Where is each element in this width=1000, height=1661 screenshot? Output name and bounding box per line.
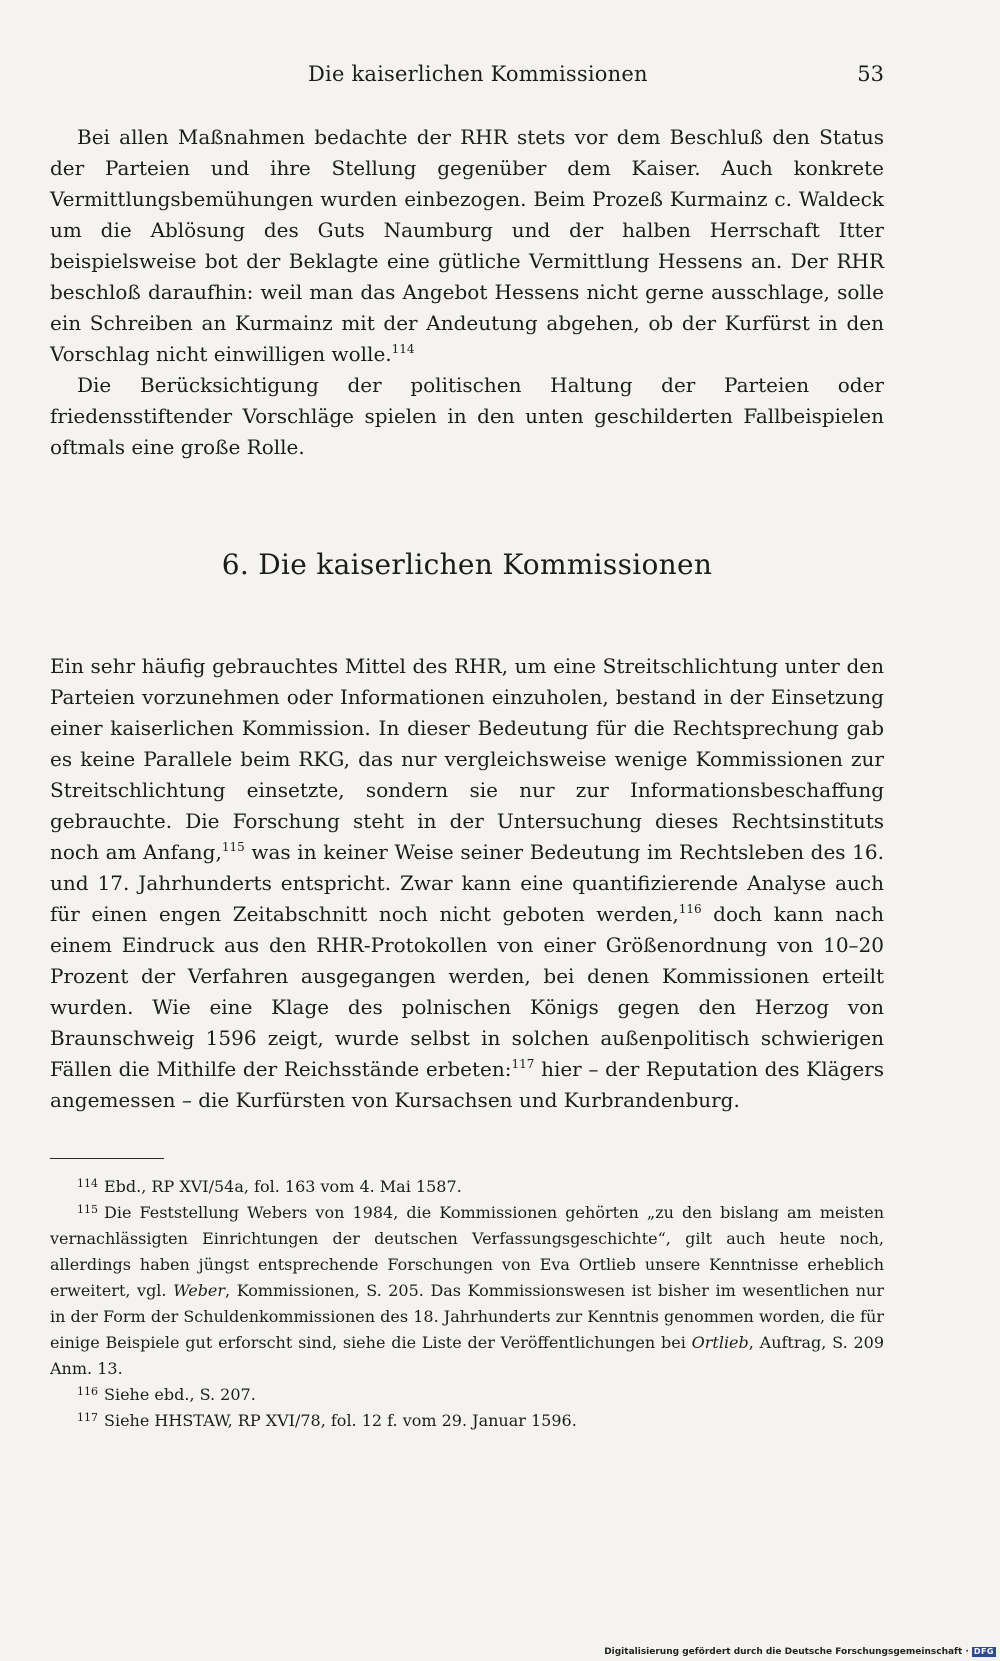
- footnote-ref-114[interactable]: 114: [391, 342, 415, 356]
- running-head: [50, 62, 884, 92]
- footnote-divider: [50, 1158, 164, 1159]
- footnote-text: , Kommissionen, S. 205. Das Kommissionswesen ist bisher im wesentlichen nur in der Form der Schuldenkommissionen des 18. Jahrhunderts zur Kenntnis genommen worden, die für einige Beispiele gut erforscht sind, siehe die Liste der Veröffentlichungen bei: [50, 1281, 884, 1352]
- footnote-115: [50, 1200, 884, 1382]
- paragraph-3-part-3: doch kann nach einem Eindruck aus den RHR-Protokollen von einer Größenordnung von 10–20 Prozent der Verfahren ausgegangen werden, bei denen Kommissionen erteilt wurden. Wie eine Klage des polnischen Königs gegen den Herzog von Braunschweig 1596 zeigt, wurde selbst in solchen außenpolitisch schwierigen Fällen die Mithilfe der Reichsstände erbeten:: [50, 902, 884, 1081]
- footnote-author-weber: Weber: [173, 1281, 226, 1300]
- footnote-116: [50, 1382, 884, 1408]
- paragraph-3: [50, 651, 884, 1116]
- paragraph-1-text: Bei allen Maßnahmen bedachte der RHR stets vor dem Beschluß den Status der Parteien und ihre Stellung gegenüber dem Kaiser. Auch konkrete Vermittlungsbemühungen wurden einbezogen. Beim Prozeß Kurmainz c. Waldeck um die Ablösung des Guts Naumburg und der halben Herrschaft Itter beispielsweise bot der Beklagte eine gütliche Vermittlung Hessens an. Der RHR beschloß daraufhin: weil man das Angebot Hessens nicht gerne ausschlage, solle ein Schreiben an Kurmainz mit der Andeutung abgehen, ob der Kurfürst in den Vorschlag nicht einwilligen wolle.: [50, 125, 884, 366]
- footnote-ref-115[interactable]: 115: [221, 840, 245, 854]
- footnote-number: 117: [77, 1411, 98, 1424]
- footnote-number: 114: [77, 1177, 98, 1190]
- footnote-ref-117[interactable]: 117: [511, 1057, 535, 1071]
- dfg-logo: DFG: [973, 1647, 994, 1656]
- credit-text: Digitalisierung gefördert durch die Deutsche Forschungsgemeinschaft ·: [604, 1647, 969, 1657]
- footnote-author-ortlieb: Ortlieb: [691, 1333, 749, 1352]
- digitization-credit: [604, 1647, 996, 1657]
- footnotes: [50, 1174, 884, 1434]
- footnote-text: Die Feststellung Webers von 1984, die Kommissionen gehörten „zu den bislang am meisten vernachlässigten Einrichtungen der deutschen Verfassungsgeschichte“, gilt auch heute noch, allerdings haben jüngst entsprechende Forschungen von Eva Ortlieb unsere Kenntnisse erheblich erweitert, vgl.: [50, 1203, 884, 1300]
- footnote-number: 116: [77, 1385, 98, 1398]
- footnote-117: [50, 1408, 884, 1434]
- paragraph-3-part-4: hier – der Reputation des Klägers angemessen – die Kurfürsten von Kursachsen und Kurbrandenburg.: [50, 1057, 884, 1112]
- footnote-text: Ebd., RP XVI/54a, fol. 163 vom 4. Mai 1587.: [104, 1177, 462, 1196]
- paragraph-2: Die Berücksichtigung der politischen Haltung der Parteien oder friedensstiftender Vorschläge spielen in den unten geschilderten Fallbeispielen oftmals eine große Rolle.: [50, 373, 884, 459]
- footnote-114: [50, 1174, 884, 1200]
- section-title: Die kaiserlichen Kommissionen: [258, 548, 713, 581]
- footnote-text: , Auftrag, S. 209 Anm. 13.: [50, 1333, 884, 1378]
- section-heading: [50, 548, 884, 581]
- footnote-number: 115: [77, 1203, 98, 1216]
- footnote-ref-116[interactable]: 116: [678, 902, 702, 916]
- footnote-text: Siehe HHSTAW, RP XVI/78, fol. 12 f. vom 29. Januar 1596.: [104, 1411, 577, 1430]
- paragraph-3-part-2: was in keiner Weise seiner Bedeutung im Rechtsleben des 16. und 17. Jahrhunderts entspricht. Zwar kann eine quantifizierende Analyse auch für einen engen Zeitabschnitt noch nicht geboten werden,: [50, 840, 884, 926]
- running-head-title: Die kaiserlichen Kommissionen: [308, 62, 648, 86]
- footnote-text: Siehe ebd., S. 207.: [104, 1385, 256, 1404]
- paragraph-1: [50, 122, 884, 370]
- section-number: 6.: [221, 548, 250, 581]
- paragraph-3-part-1: Ein sehr häufig gebrauchtes Mittel des RHR, um eine Streitschlichtung unter den Parteien vorzunehmen oder Informationen einzuholen, bestand in der Einsetzung einer kaiserlichen Kommission. In dieser Bedeutung für die Rechtsprechung gab es keine Parallele beim RKG, das nur vergleichsweise wenige Kommissionen zur Streitschlichtung einsetzte, sondern sie nur zur Informationsbeschaffung gebrauchte. Die Forschung steht in der Untersuchung dieses Rechtsinstituts noch am Anfang,: [50, 654, 884, 864]
- page-number: 53: [857, 62, 884, 86]
